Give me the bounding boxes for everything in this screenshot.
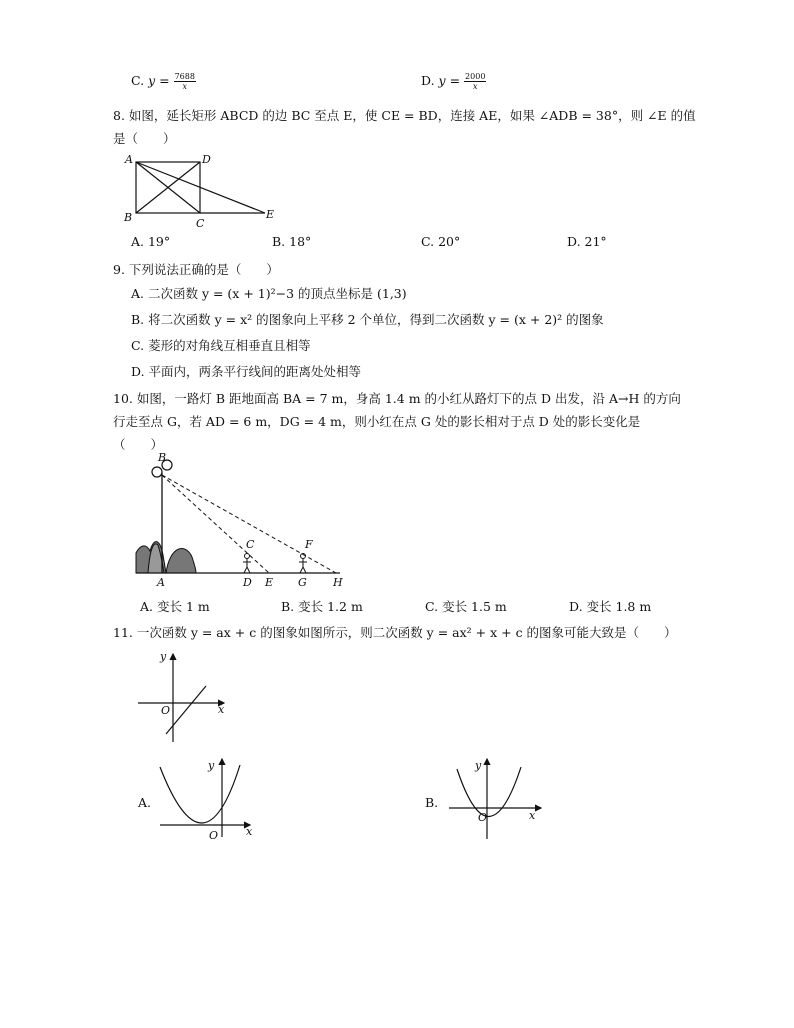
label-a: A xyxy=(125,153,133,166)
label-e: E xyxy=(265,576,274,589)
q10-stem xyxy=(113,387,713,456)
q11-option-b-graph xyxy=(445,755,555,840)
q10-option-b: B. 变长 1.2 m xyxy=(281,599,363,614)
origin-label: O xyxy=(478,811,488,824)
label-c: C xyxy=(196,217,205,230)
q7-option-c-numerator: 7688 xyxy=(174,72,195,81)
origin-label: O xyxy=(209,829,219,842)
q7-option-c-label: C. xyxy=(131,73,145,88)
q7-option-c-fraction xyxy=(174,72,196,91)
q8-stem-line1: 8. 如图，延长矩形 ABCD 的边 BC 至点 E，使 CE = BD，连接 AE，如果 ∠ADB = 38°，则 ∠E 的值 xyxy=(113,108,696,123)
q10-stem-line2: 行走至点 G，若 AD = 6 m，DG = 4 m，则小红在点 G 处的影长相对于点 D 处的影长变化是 xyxy=(113,414,641,429)
q9-option-c: C. 菱形的对角线互相垂直且相等 xyxy=(131,338,311,353)
q7-option-d-denominator: x xyxy=(472,82,478,91)
q9-option-a: A. 二次函数 y = (x + 1)²−3 的顶点坐标是 (1,3) xyxy=(131,286,407,301)
label-h: H xyxy=(333,576,343,589)
q11-option-b-label: B. xyxy=(425,795,439,810)
q7-option-c-denominator: x xyxy=(182,82,188,91)
q10-stem-line1: 10. 如图，一路灯 B 距地面高 BA = 7 m，身高 1.4 m 的小红从路灯下的点 D 出发，沿 A→H 的方向 xyxy=(113,391,681,406)
y-label: y xyxy=(208,759,215,772)
x-label: x xyxy=(246,825,253,838)
parabola xyxy=(160,765,240,823)
q11-linear-graph xyxy=(136,650,236,745)
q8-option-a: A. 19° xyxy=(131,234,171,249)
q7-option-d-label: D. xyxy=(421,73,435,88)
label-c: C xyxy=(246,538,255,551)
label-f: F xyxy=(305,538,313,551)
q11-option-a-label: A. xyxy=(138,795,152,810)
y-label: y xyxy=(160,650,167,663)
label-g: G xyxy=(298,576,307,589)
q10-option-c: C. 变长 1.5 m xyxy=(425,599,507,614)
q11-stem: 11. 一次函数 y = ax + c 的图象如图所示，则二次函数 y = ax² + x + c 的图象可能大致是（ ） xyxy=(113,625,677,640)
person-at-d xyxy=(243,554,251,574)
label-b: B xyxy=(124,211,133,224)
q8-stem xyxy=(113,104,713,150)
q11-option-a-graph xyxy=(150,755,260,840)
q10-option-a: A. 变长 1 m xyxy=(140,599,210,614)
origin-label: O xyxy=(161,704,171,717)
q9-option-b: B. 将二次函数 y = x² 的图象向上平移 2 个单位，得到二次函数 y = (x + 2)² 的图象 xyxy=(131,312,604,327)
q7-option-d xyxy=(421,72,486,91)
linear-function-line xyxy=(166,686,206,734)
x-label: x xyxy=(218,703,225,716)
y-label: y xyxy=(475,759,482,772)
q8-option-d: D. 21° xyxy=(567,234,607,249)
label-b: B xyxy=(158,451,167,464)
label-d: D xyxy=(243,576,252,589)
q7-option-d-lhs: y = xyxy=(438,73,461,88)
parabola xyxy=(457,767,521,817)
q7-option-d-fraction xyxy=(464,72,486,91)
label-e: E xyxy=(266,208,275,221)
q7-option-d-numerator: 2000 xyxy=(465,72,486,81)
lamp-bulb xyxy=(152,467,162,477)
q10-stem-line3: （ ） xyxy=(113,437,164,452)
q8-option-b: B. 18° xyxy=(272,234,312,249)
person-at-g xyxy=(299,554,307,574)
q7-option-c xyxy=(131,72,196,91)
hill-shape xyxy=(166,549,196,573)
q9-stem: 9. 下列说法正确的是（ ） xyxy=(113,262,279,277)
q8-option-c: C. 20° xyxy=(421,234,461,249)
q7-option-c-lhs: y = xyxy=(148,73,170,88)
q10-option-d: D. 变长 1.8 m xyxy=(569,599,652,614)
q9-option-d: D. 平面内，两条平行线间的距离处处相等 xyxy=(131,364,362,379)
q8-stem-line2: 是（ ） xyxy=(113,131,176,146)
q8-rectangle-figure xyxy=(120,150,290,230)
q10-streetlight-figure xyxy=(130,451,355,590)
label-d: D xyxy=(202,153,211,166)
label-a: A xyxy=(157,576,165,589)
x-label: x xyxy=(529,809,536,822)
